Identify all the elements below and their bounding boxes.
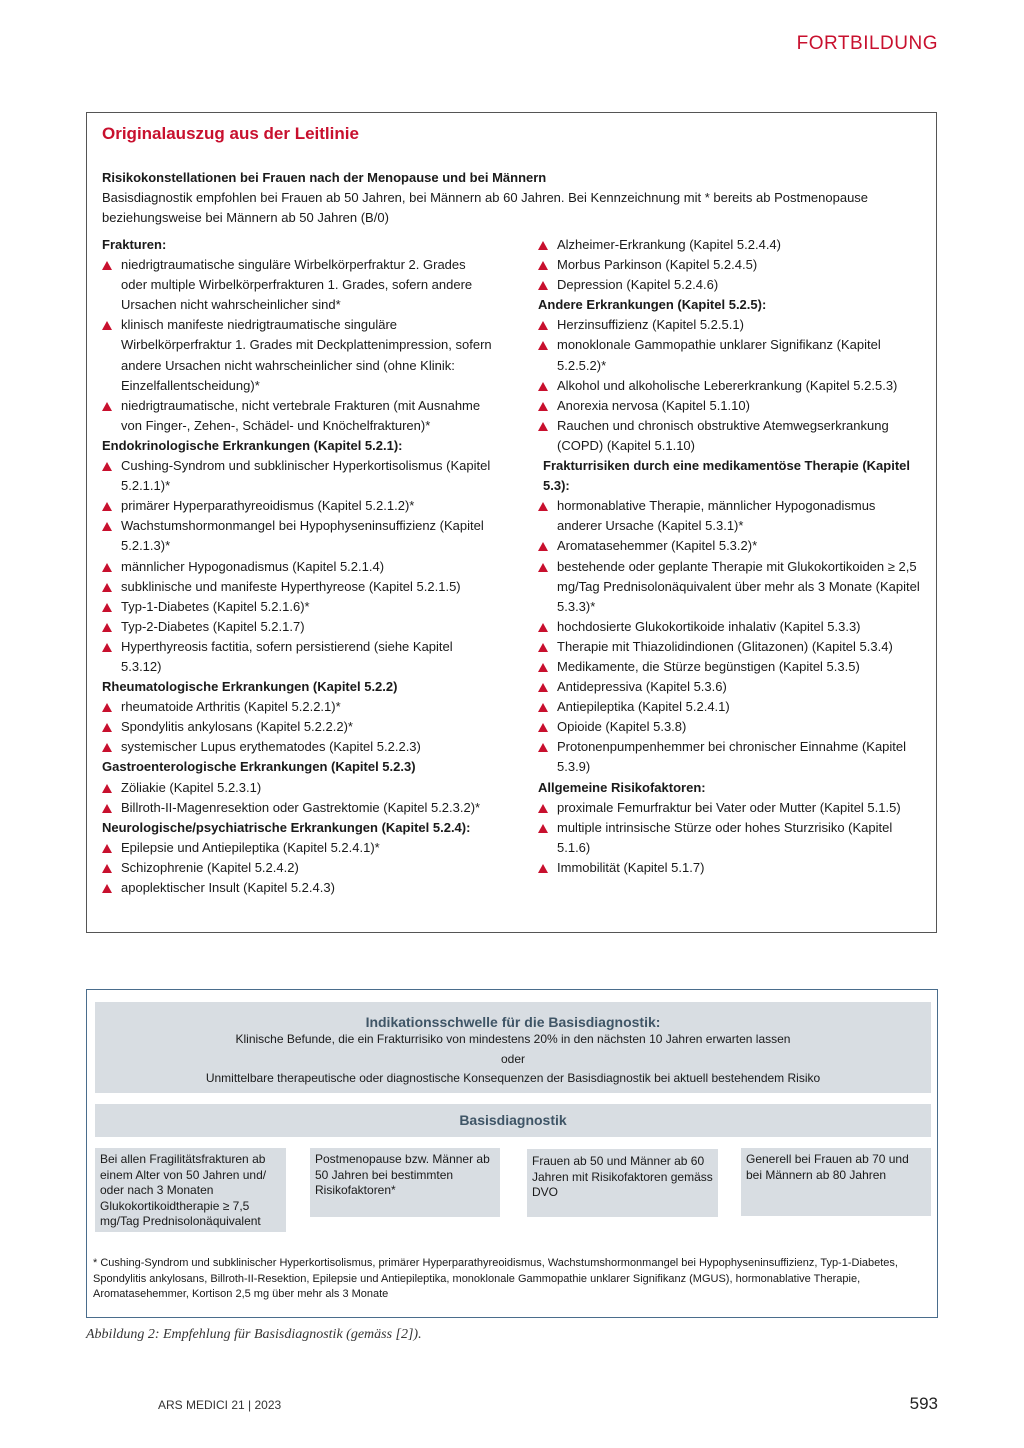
- guideline-heading: Risikokonstellationen bei Frauen nach der Menopause und bei Männern: [102, 170, 547, 185]
- risk-list-item-text: Spondylitis ankylosans (Kapitel 5.2.2.2)*: [121, 719, 353, 735]
- triangle-bullet-icon: [102, 502, 112, 511]
- triangle-bullet-icon: [102, 723, 112, 732]
- triangle-bullet-icon: [102, 603, 112, 612]
- risk-list-item-text: systemischer Lupus erythematodes (Kapitel 5.2.2.3): [121, 739, 421, 755]
- risk-list-item-text: proximale Femurfraktur bei Vater oder Mutter (Kapitel 5.1.5): [557, 799, 901, 815]
- risk-list-item: [538, 798, 923, 818]
- guideline-intro-text: Basisdiagnostik empfohlen bei Frauen ab 50 Jahren, bei Männern ab 60 Jahren. Bei Kennzeichnung mit * bereits ab Postmenopause beziehungsweise bei Männern ab 50 Jahren (B/0): [102, 190, 869, 225]
- triangle-bullet-icon: [538, 824, 548, 833]
- triangle-bullet-icon: [538, 703, 548, 712]
- risk-list-item: [538, 717, 923, 737]
- triangle-bullet-icon: [538, 683, 548, 692]
- risk-category-heading: Frakturrisiken durch eine medikamentöse Therapie (Kapitel 5.3):: [543, 458, 911, 494]
- triangle-bullet-icon: [538, 241, 548, 250]
- risk-list-item: [102, 496, 492, 516]
- risk-list-item: [538, 416, 923, 456]
- triangle-bullet-icon: [538, 402, 548, 411]
- risk-category-heading: Neurologische/psychiatrische Erkrankungen (Kapitel 5.2.4):: [102, 819, 471, 835]
- risk-list-item: [102, 315, 492, 395]
- risk-list-left-column: [102, 235, 492, 898]
- threshold-or: oder: [500, 1051, 526, 1066]
- risk-list-item-text: Immobilität (Kapitel 5.1.7): [557, 859, 705, 875]
- risk-list-item: [538, 737, 923, 777]
- triangle-bullet-icon: [538, 422, 548, 431]
- figure-footnote: * Cushing-Syndrom und subklinischer Hyperkortisolismus, primärer Hyperparathyreoidismus, Wachstumshormonmangel bei Hypophyseninsuffizienz, Typ-1-Diabetes, Spondylitis ankylosans, Billroth-II-Resektion, Epilepsie und Antiepileptika, monoklonale Gammopathie unklarer Signifikanz (MGUS), hormonablative Therapie, Aromatasehemmer, Kortison 2,5 mg über mehr als 3 Monate: [93, 1257, 898, 1300]
- risk-category-heading: Endokrinologische Erkrankungen (Kapitel 5.2.1):: [102, 437, 403, 453]
- risk-list-item: [102, 255, 492, 315]
- risk-list-item-text: Wachstumshormonmangel bei Hypophyseninsuffizienz (Kapitel 5.2.1.3)*: [121, 518, 484, 554]
- risk-list-item: [538, 677, 923, 697]
- risk-list-item-text: Hyperthyreosis factitia, sofern persistierend (siehe Kapitel 5.3.12): [121, 638, 453, 674]
- triangle-bullet-icon: [538, 542, 548, 551]
- risk-list-right-column: [538, 235, 923, 878]
- triangle-bullet-icon: [102, 623, 112, 632]
- triangle-bullet-icon: [538, 623, 548, 632]
- risk-list-item-text: niedrigtraumatische singuläre Wirbelkörperfraktur 2. Grades oder multiple Wirbelkörperfrakturen 1. Grades, sofern andere Ursachen nicht wahrscheinlicher sind*: [121, 257, 473, 313]
- risk-list-item: [102, 396, 492, 436]
- risk-list-item-text: niedrigtraumatische, nicht vertebrale Frakturen (mit Ausnahme von Finger-, Zehen-, Schädel- und Knöchelfrakturen)*: [121, 397, 481, 433]
- criteria-box-dvo: Frauen ab 50 und Männer ab 60 Jahren mit Risikofaktoren gemäss DVO: [527, 1149, 718, 1217]
- journal-footer: ARS MEDICI 21 | 2023: [158, 1398, 282, 1412]
- risk-list-item: [102, 456, 492, 496]
- triangle-bullet-icon: [102, 844, 112, 853]
- risk-list-item: [102, 717, 492, 737]
- figure-caption: Abbildung 2: Empfehlung für Basisdiagnostik (gemäss [2]).: [86, 1327, 422, 1342]
- risk-list-item-text: primärer Hyperparathyreoidismus (Kapitel 5.2.1.2)*: [121, 498, 415, 514]
- criteria-box-general: Generell bei Frauen ab 70 und bei Männern ab 80 Jahren: [741, 1148, 931, 1216]
- risk-list-item-text: subklinische und manifeste Hyperthyreose (Kapitel 5.2.1.5): [121, 578, 461, 594]
- risk-list-item: [102, 878, 492, 898]
- triangle-bullet-icon: [538, 864, 548, 873]
- triangle-bullet-icon: [102, 522, 112, 531]
- risk-list-item-text: Alkohol und alkoholische Lebererkrankung (Kapitel 5.2.5.3): [557, 377, 898, 393]
- risk-list-item-text: multiple intrinsische Stürze oder hohes Sturzrisiko (Kapitel 5.1.6): [557, 819, 893, 855]
- criteria-box-postmenopause: Postmenopause bzw. Männer ab 50 Jahren bei bestimmten Risikofaktoren*: [310, 1148, 500, 1217]
- basisdiagnostik-header: Basisdiagnostik: [95, 1104, 931, 1137]
- triangle-bullet-icon: [538, 563, 548, 572]
- triangle-bullet-icon: [102, 402, 112, 411]
- triangle-bullet-icon: [538, 663, 548, 672]
- triangle-bullet-icon: [538, 804, 548, 813]
- risk-list-item: [102, 697, 492, 717]
- risk-list-item-text: Typ-1-Diabetes (Kapitel 5.2.1.6)*: [121, 598, 310, 614]
- triangle-bullet-icon: [538, 321, 548, 330]
- triangle-bullet-icon: [102, 563, 112, 572]
- triangle-bullet-icon: [102, 643, 112, 652]
- risk-list-item-text: apoplektischer Insult (Kapitel 5.2.4.3): [121, 880, 335, 895]
- risk-list-item-text: Alzheimer-Erkrankung (Kapitel 5.2.4.4): [557, 237, 781, 252]
- triangle-bullet-icon: [538, 723, 548, 732]
- criteria-box-fragility: Bei allen Fragilitätsfrakturen ab einem Alter von 50 Jahren und/ oder nach 3 Monaten Glukokortikoidtherapie ≥ 7,5 mg/Tag Prednisolonäquivalent: [95, 1148, 286, 1232]
- risk-list-item: [102, 557, 492, 577]
- risk-list-item-text: Cushing-Syndrom und subklinischer Hyperkortisolismus (Kapitel 5.2.1.1)*: [121, 458, 491, 494]
- triangle-bullet-icon: [538, 341, 548, 350]
- risk-list-item-text: monoklonale Gammopathie unklarer Signifikanz (Kapitel 5.2.5.2)*: [557, 337, 881, 373]
- risk-list-item: [538, 617, 923, 637]
- risk-list-item: [102, 778, 492, 798]
- risk-list-item: [538, 335, 923, 375]
- risk-list-item: [538, 657, 923, 677]
- risk-list-item: [538, 536, 923, 556]
- page-number: 593: [909, 1394, 938, 1413]
- risk-list-item: [538, 235, 923, 255]
- risk-list-item: [538, 396, 923, 416]
- risk-list-item: [102, 516, 492, 556]
- risk-list-item: [538, 637, 923, 657]
- risk-list-item: [102, 597, 492, 617]
- risk-list-item: [538, 858, 923, 878]
- risk-list-item: [102, 617, 492, 637]
- section-label: FORTBILDUNG: [796, 33, 938, 54]
- risk-list-item-text: Herzinsuffizienz (Kapitel 5.2.5.1): [557, 317, 744, 333]
- risk-list-item-text: Schizophrenie (Kapitel 5.2.4.2): [121, 859, 299, 875]
- risk-list-item-text: bestehende oder geplante Therapie mit Glukokortikoiden ≥ 2,5 mg/Tag Prednisolonäquivalent über mehr als 3 Monate (Kapitel 5.3.3)*: [557, 558, 920, 614]
- risk-list-item-text: klinisch manifeste niedrigtraumatische singuläre Wirbelkörperfraktur 1. Grades mit Deckplattenimpression, sofern andere Ursachen nicht wahrscheinlicher sind (ohne Klinik: Einzelfallentscheidung)*: [121, 317, 492, 393]
- risk-list-item: [538, 697, 923, 717]
- risk-list-item-text: Zöliakie (Kapitel 5.2.3.1): [121, 779, 262, 795]
- risk-list-item-text: Rauchen und chronisch obstruktive Atemwegserkrankung (COPD) (Kapitel 5.1.10): [557, 417, 889, 453]
- triangle-bullet-icon: [102, 583, 112, 592]
- risk-list-item-text: hormonablative Therapie, männlicher Hypogonadismus anderer Ursache (Kapitel 5.3.1)*: [557, 498, 876, 534]
- risk-list-item-text: Medikamente, die Stürze begünstigen (Kapitel 5.3.5): [557, 658, 860, 674]
- triangle-bullet-icon: [102, 784, 112, 793]
- threshold-line-1: Klinische Befunde, die ein Frakturrisiko von mindestens 20% in den nächsten 10 Jahren erwarten lassen: [235, 1032, 791, 1046]
- risk-list-item: [102, 577, 492, 597]
- risk-list-item-text: Billroth-II-Magenresektion oder Gastrektomie (Kapitel 5.2.3.2)*: [121, 799, 481, 815]
- risk-list-item-text: Morbus Parkinson (Kapitel 5.2.4.5): [557, 257, 758, 273]
- threshold-line-2: Unmittelbare therapeutische oder diagnostische Konsequenzen der Basisdiagnostik bei aktuell bestehendem Risiko: [205, 1071, 821, 1085]
- basic-diagnostics-figure: [86, 989, 938, 1318]
- risk-list-item: [102, 838, 492, 858]
- risk-list-item: [102, 858, 492, 878]
- risk-list-item-text: Typ-2-Diabetes (Kapitel 5.2.1.7): [121, 618, 305, 634]
- risk-list-item-text: männlicher Hypogonadismus (Kapitel 5.2.1.4): [121, 558, 385, 574]
- risk-list-item-text: Therapie mit Thiazolidindionen (Glitazonen) (Kapitel 5.3.4): [557, 638, 893, 654]
- risk-list-item-text: Antidepressiva (Kapitel 5.3.6): [557, 679, 727, 695]
- triangle-bullet-icon: [538, 502, 548, 511]
- triangle-bullet-icon: [538, 382, 548, 391]
- triangle-bullet-icon: [538, 743, 548, 752]
- risk-list-item-text: Epilepsie und Antiepileptika (Kapitel 5.2.4.1)*: [121, 839, 380, 855]
- triangle-bullet-icon: [538, 261, 548, 270]
- risk-list-item: [102, 737, 492, 757]
- risk-list-item-text: Depression (Kapitel 5.2.4.6): [557, 277, 719, 293]
- triangle-bullet-icon: [102, 261, 112, 270]
- risk-list-item-text: Antiepileptika (Kapitel 5.2.4.1): [557, 699, 730, 715]
- threshold-title: Indikationsschwelle für die Basisdiagnostik:: [365, 1014, 661, 1030]
- risk-list-item: [538, 315, 923, 335]
- risk-list-item: [538, 275, 923, 295]
- risk-category-heading: Rheumatologische Erkrankungen (Kapitel 5.2.2): [102, 679, 398, 695]
- guideline-excerpt-box: [86, 112, 937, 933]
- risk-list-item: [538, 557, 923, 617]
- guideline-intro: [102, 168, 922, 228]
- indication-threshold-panel: [95, 1002, 931, 1093]
- triangle-bullet-icon: [102, 864, 112, 873]
- risk-list-item: [538, 818, 923, 858]
- triangle-bullet-icon: [102, 321, 112, 330]
- risk-list-item: [538, 376, 923, 396]
- triangle-bullet-icon: [102, 743, 112, 752]
- risk-list-item-text: Protonenpumpenhemmer bei chronischer Einnahme (Kapitel 5.3.9): [557, 739, 907, 775]
- risk-category-heading: Allgemeine Risikofaktoren:: [538, 779, 706, 795]
- risk-category-heading: Gastroenterologische Erkrankungen (Kapitel 5.2.3): [102, 759, 416, 775]
- risk-list-item: [102, 637, 492, 677]
- risk-list-item-text: Aromatasehemmer (Kapitel 5.3.2)*: [557, 538, 758, 554]
- triangle-bullet-icon: [538, 281, 548, 290]
- triangle-bullet-icon: [102, 884, 112, 893]
- risk-category-heading: Andere Erkrankungen (Kapitel 5.2.5):: [538, 297, 767, 313]
- risk-list-item: [102, 798, 492, 818]
- triangle-bullet-icon: [538, 643, 548, 652]
- risk-list-item-text: Opioide (Kapitel 5.3.8): [557, 719, 687, 735]
- risk-list-item-text: rheumatoide Arthritis (Kapitel 5.2.2.1)*: [121, 699, 341, 715]
- risk-list-item: [538, 496, 923, 536]
- risk-category-heading: Frakturen:: [102, 237, 167, 252]
- risk-list-item: [538, 255, 923, 275]
- risk-list-item-text: Anorexia nervosa (Kapitel 5.1.10): [557, 397, 750, 413]
- triangle-bullet-icon: [102, 804, 112, 813]
- triangle-bullet-icon: [102, 703, 112, 712]
- triangle-bullet-icon: [102, 462, 112, 471]
- guideline-title: Originalauszug aus der Leitlinie: [102, 124, 359, 143]
- risk-list-item-text: hochdosierte Glukokortikoide inhalativ (Kapitel 5.3.3): [557, 618, 861, 634]
